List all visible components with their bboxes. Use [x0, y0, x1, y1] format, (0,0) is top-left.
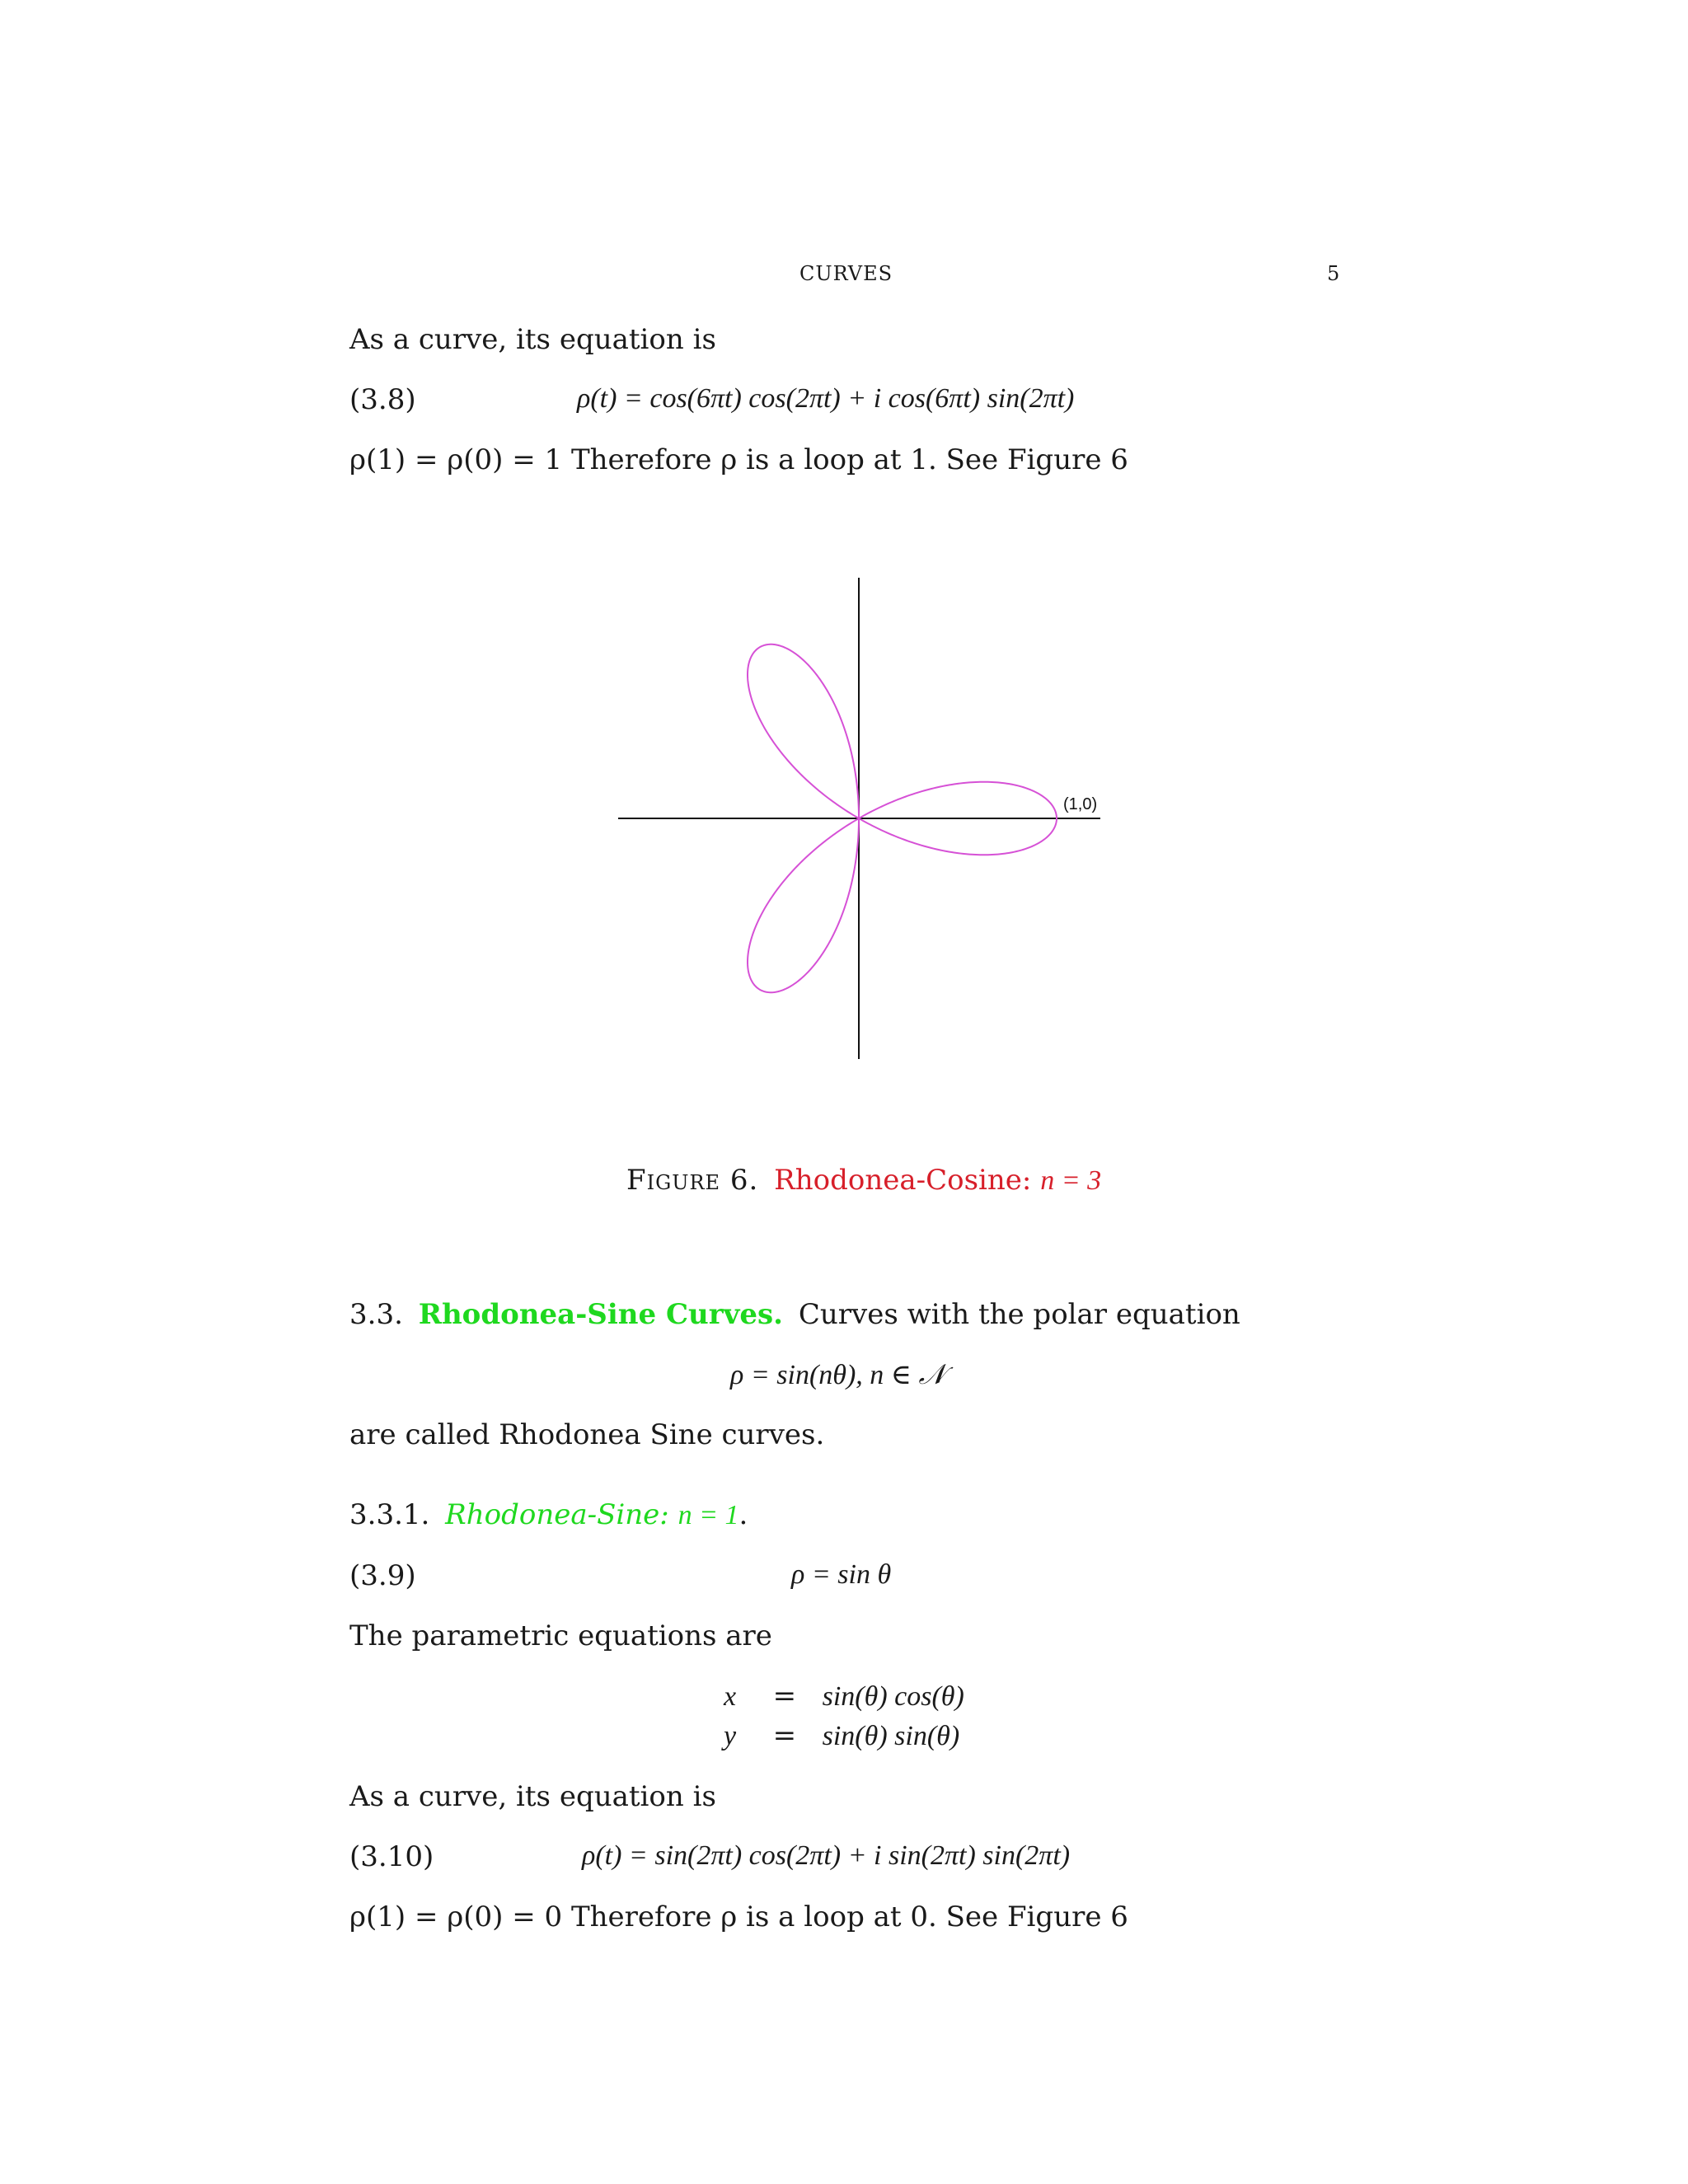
param-rel: = — [772, 1719, 797, 1752]
equation-number-3-9: (3.9) — [349, 1559, 416, 1592]
param-intro: The parametric equations are — [349, 1619, 772, 1652]
section-text: Curves with the polar equation — [798, 1298, 1240, 1331]
param-rel: = — [772, 1680, 797, 1713]
rhodonea-figure — [610, 573, 1104, 1067]
loop-statement: ρ(1) = ρ(0) = 1 Therefore ρ is a loop at 1. See Figure 6 — [349, 443, 1128, 476]
curve-intro: As a curve, its equation is — [349, 1780, 716, 1813]
running-header: CURVES — [799, 262, 893, 285]
figure-caption-title: Rhodonea-Cosine: — [774, 1164, 1032, 1197]
param-row-x — [724, 1680, 964, 1713]
equation-3-9: ρ = sin θ — [791, 1559, 892, 1590]
figure-caption — [626, 1164, 1101, 1197]
subsection-number: 3.3.1. — [349, 1498, 430, 1531]
param-row-y — [724, 1719, 959, 1752]
subsection-title: Rhodonea-Sine: — [445, 1498, 669, 1531]
equation-number-3-8: (3.8) — [349, 383, 416, 416]
section-heading — [349, 1298, 1240, 1331]
subsection-title-math: n = 1 — [678, 1500, 739, 1530]
param-rhs: sin(θ) cos(θ) — [822, 1681, 964, 1712]
section-after: are called Rhodonea Sine curves. — [349, 1418, 825, 1451]
param-lhs: y — [724, 1721, 737, 1751]
section-title: Rhodonea-Sine Curves. — [418, 1298, 784, 1331]
page-number: 5 — [1327, 262, 1341, 285]
figure-caption-label: Figure 6. — [626, 1164, 759, 1197]
subsection-dot: . — [738, 1498, 748, 1531]
loop-statement-2: ρ(1) = ρ(0) = 0 Therefore ρ is a loop at 0. See Figure 6 — [349, 1900, 1128, 1933]
subsection-heading — [349, 1498, 748, 1531]
param-rhs: sin(θ) sin(θ) — [822, 1721, 960, 1751]
display-equation: ρ = sin(nθ), n ∈ 𝒩 — [730, 1360, 946, 1390]
figure-caption-math: n = 3 — [1040, 1165, 1102, 1196]
point-label: (1,0) — [1063, 795, 1098, 813]
equation-number-3-10: (3.10) — [349, 1840, 434, 1873]
section-number: 3.3. — [349, 1298, 403, 1331]
intro-line: As a curve, its equation is — [349, 323, 716, 356]
param-lhs: x — [724, 1681, 737, 1712]
equation-3-10: ρ(t) = sin(2πt) cos(2πt) + i sin(2πt) sin(2πt) — [582, 1840, 1071, 1871]
equation-3-8: ρ(t) = cos(6πt) cos(2πt) + i cos(6πt) sin(2πt) — [577, 383, 1075, 414]
